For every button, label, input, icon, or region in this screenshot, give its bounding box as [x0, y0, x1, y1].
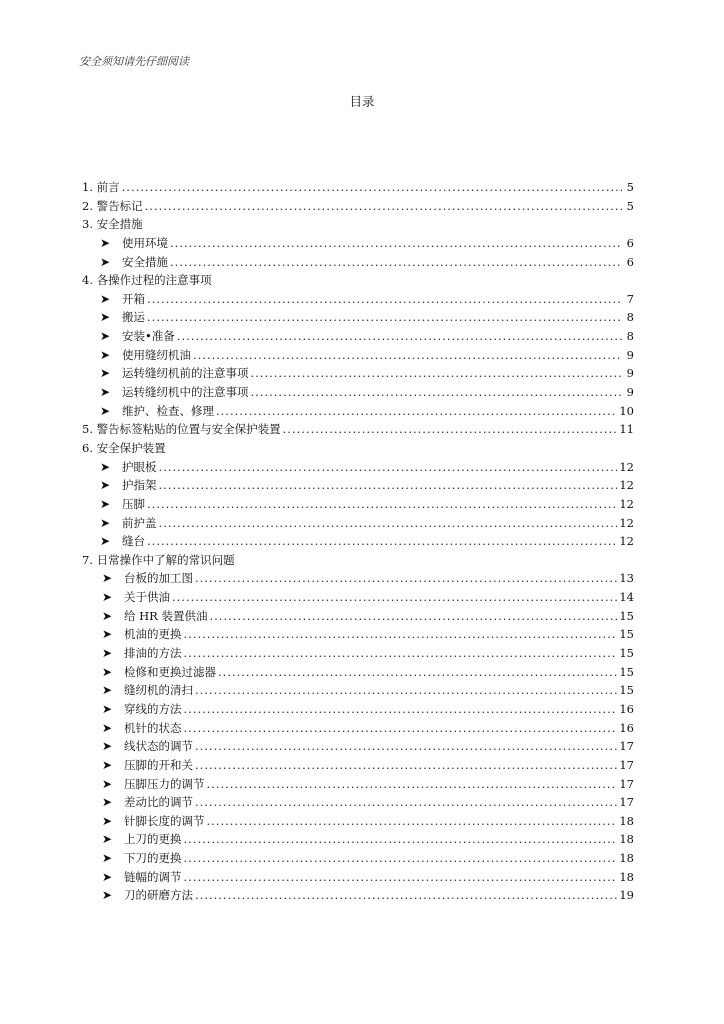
toc-entry[interactable]: [82, 532, 634, 551]
toc-page-number: 16: [619, 701, 634, 716]
toc-page-number: 12: [619, 478, 634, 493]
toc-entry[interactable]: [82, 644, 634, 663]
toc-page-number: 9: [626, 385, 634, 400]
toc-entry[interactable]: [82, 495, 634, 514]
toc-entry-label: 缝纫机的清扫: [124, 683, 193, 698]
arrowhead-bullet-icon: ➤: [100, 459, 111, 474]
toc-entry[interactable]: [82, 458, 634, 477]
dot-leader: [195, 737, 617, 756]
toc-entry-label: 针脚长度的调节: [124, 813, 205, 828]
toc-entry-label: 检修和更换过滤器: [124, 664, 216, 679]
toc-entry-label: 4. 各操作过程的注意事项: [82, 273, 212, 288]
toc-page-number: 12: [619, 496, 634, 511]
dot-leader: [145, 197, 622, 216]
arrowhead-bullet-icon: ➤: [100, 385, 111, 400]
toc-entry[interactable]: [82, 514, 634, 533]
toc-page-number: 18: [619, 869, 634, 884]
toc-page-number: 19: [619, 888, 634, 903]
toc-entry[interactable]: [82, 756, 634, 775]
arrowhead-bullet-icon: ➤: [102, 627, 113, 642]
toc-entry[interactable]: [82, 868, 634, 887]
toc-page-number: 17: [619, 776, 634, 791]
toc-entry-label: 刀的研磨方法: [124, 888, 193, 903]
dot-leader: [210, 607, 618, 626]
toc-entry[interactable]: [82, 569, 634, 588]
arrowhead-bullet-icon: ➤: [102, 795, 113, 810]
dot-leader: [184, 625, 618, 644]
dot-leader: [184, 700, 618, 719]
toc-entry[interactable]: [82, 663, 634, 682]
toc-entry[interactable]: [82, 439, 634, 458]
toc-entry-label: 运转缝纫机中的注意事项: [122, 385, 249, 400]
toc-page-number: 5: [626, 198, 634, 213]
toc-page-number: 18: [619, 832, 634, 847]
arrowhead-bullet-icon: ➤: [102, 851, 113, 866]
toc-entry-label: 搬运: [122, 310, 145, 325]
toc-page-number: 14: [619, 590, 634, 605]
toc-entry-label: 6. 安全保护装置: [82, 440, 166, 455]
arrowhead-bullet-icon: ➤: [100, 254, 111, 269]
arrowhead-bullet-icon: ➤: [102, 869, 113, 884]
toc-entry[interactable]: [82, 886, 634, 905]
dot-leader: [216, 402, 617, 421]
dot-leader: [184, 644, 618, 663]
toc-entry-label: 机油的更换: [124, 627, 182, 642]
arrowhead-bullet-icon: ➤: [102, 571, 113, 586]
toc-entry-label: 差动比的调节: [124, 795, 193, 810]
toc-page-number: 15: [619, 683, 634, 698]
toc-entry[interactable]: [82, 197, 634, 216]
toc-entry[interactable]: [82, 178, 634, 197]
arrowhead-bullet-icon: ➤: [102, 757, 113, 772]
toc-entry-label: 压脚的开和关: [124, 757, 193, 772]
toc-entry-label: 护指架: [122, 478, 157, 493]
toc-entry[interactable]: [82, 737, 634, 756]
arrowhead-bullet-icon: ➤: [100, 347, 111, 362]
toc-page-number: 6: [626, 254, 634, 269]
toc-entry-label: 穿线的方法: [124, 701, 182, 716]
toc-entry[interactable]: [82, 812, 634, 831]
table-of-contents: [82, 178, 634, 905]
toc-entry-label: 2. 警告标记: [82, 198, 143, 213]
dot-leader: [177, 327, 622, 346]
arrowhead-bullet-icon: ➤: [100, 478, 111, 493]
toc-entry-label: 使用缝纫机油: [122, 347, 191, 362]
dot-leader: [184, 830, 618, 849]
dot-leader: [283, 420, 618, 439]
toc-entry[interactable]: [82, 234, 634, 253]
toc-entry-label: 上刀的更换: [124, 832, 182, 847]
toc-entry-label: 线状态的调节: [124, 739, 193, 754]
toc-entry-label: 下刀的更换: [124, 851, 182, 866]
dot-leader: [193, 346, 622, 365]
toc-entry[interactable]: [82, 420, 634, 439]
dot-leader: [195, 569, 617, 588]
dot-leader: [195, 756, 617, 775]
toc-entry-label: 使用环境: [122, 235, 168, 250]
dot-leader: [122, 178, 622, 197]
toc-entry[interactable]: [82, 607, 634, 626]
toc-entry-label: 前护盖: [122, 515, 157, 530]
toc-entry-label: 排油的方法: [124, 646, 182, 661]
toc-entry[interactable]: [82, 775, 634, 794]
arrowhead-bullet-icon: ➤: [102, 683, 113, 698]
toc-page-number: 12: [619, 515, 634, 530]
toc-page-number: 18: [619, 851, 634, 866]
arrowhead-bullet-icon: ➤: [102, 813, 113, 828]
toc-entry[interactable]: [82, 346, 634, 365]
dot-leader: [170, 234, 622, 253]
toc-entry-label: 7. 日常操作中了解的常识问题: [82, 552, 235, 567]
toc-entry[interactable]: [82, 383, 634, 402]
toc-entry-label: 5. 警告标签粘贴的位置与安全保护装置: [82, 422, 281, 437]
arrowhead-bullet-icon: ➤: [102, 664, 113, 679]
dot-leader: [207, 775, 618, 794]
arrowhead-bullet-icon: ➤: [102, 590, 113, 605]
dot-leader: [195, 793, 617, 812]
toc-page-number: 17: [619, 757, 634, 772]
toc-page-number: 12: [619, 534, 634, 549]
arrowhead-bullet-icon: ➤: [102, 720, 113, 735]
arrowhead-bullet-icon: ➤: [100, 310, 111, 325]
dot-leader: [184, 868, 618, 887]
toc-entry[interactable]: [82, 290, 634, 309]
arrowhead-bullet-icon: ➤: [102, 776, 113, 791]
toc-page-number: 9: [626, 347, 634, 362]
dot-leader: [207, 812, 618, 831]
toc-page-number: 12: [619, 459, 634, 474]
arrowhead-bullet-icon: ➤: [100, 366, 111, 381]
toc-entry-label: 安全措施: [122, 254, 168, 269]
toc-page-number: 17: [619, 795, 634, 810]
toc-page-number: 15: [619, 646, 634, 661]
toc-page-number: 15: [619, 627, 634, 642]
toc-page-number: 9: [626, 366, 634, 381]
toc-entry[interactable]: [82, 476, 634, 495]
toc-entry[interactable]: [82, 588, 634, 607]
toc-page-number: 7: [626, 291, 634, 306]
dot-leader: [147, 290, 622, 309]
toc-entry[interactable]: [82, 253, 634, 272]
toc-entry[interactable]: [82, 364, 634, 383]
toc-entry-label: 台板的加工图: [124, 571, 193, 586]
toc-entry[interactable]: [82, 830, 634, 849]
toc-page-number: 16: [619, 720, 634, 735]
toc-entry-label: 运转缝纫机前的注意事项: [122, 366, 249, 381]
toc-entry-label: 机针的状态: [124, 720, 182, 735]
dot-leader: [184, 719, 618, 738]
arrowhead-bullet-icon: ➤: [100, 235, 111, 250]
dot-leader: [170, 253, 622, 272]
toc-entry[interactable]: [82, 327, 634, 346]
toc-entry-label: 3. 安全措施: [82, 217, 143, 232]
toc-entry[interactable]: [82, 681, 634, 700]
arrowhead-bullet-icon: ➤: [102, 739, 113, 754]
dot-leader: [251, 383, 623, 402]
toc-entry-label: 维护、检查、修理: [122, 403, 214, 418]
page-title: 目录: [349, 94, 375, 109]
toc-entry[interactable]: [82, 271, 634, 290]
toc-page-number: 18: [619, 813, 634, 828]
toc-entry-label: 压脚压力的调节: [124, 776, 205, 791]
dot-leader: [159, 458, 618, 477]
arrowhead-bullet-icon: ➤: [102, 608, 113, 623]
dot-leader: [218, 663, 617, 682]
dot-leader: [159, 476, 618, 495]
dot-leader: [159, 514, 618, 533]
arrowhead-bullet-icon: ➤: [100, 515, 111, 530]
toc-page-number: 5: [626, 180, 634, 194]
toc-page-number: 11: [619, 422, 634, 437]
dot-leader: [147, 532, 617, 551]
arrowhead-bullet-icon: ➤: [100, 534, 111, 549]
toc-entry-label: 链幅的调节: [124, 869, 182, 884]
toc-entry-label: 给 HR 装置供油: [124, 608, 208, 623]
toc-page-number: 10: [619, 403, 634, 418]
dot-leader: [147, 495, 617, 514]
toc-entry[interactable]: [82, 551, 634, 570]
toc-entry-label: 缝台: [122, 534, 145, 549]
toc-entry[interactable]: [82, 719, 634, 738]
arrowhead-bullet-icon: ➤: [102, 701, 113, 716]
toc-entry[interactable]: [82, 793, 634, 812]
toc-entry-label: 关于供油: [124, 590, 170, 605]
dot-leader: [172, 588, 617, 607]
toc-page-number: 8: [626, 310, 634, 325]
toc-entry[interactable]: [82, 700, 634, 719]
toc-entry[interactable]: [82, 402, 634, 421]
toc-page-number: 17: [619, 739, 634, 754]
arrowhead-bullet-icon: ➤: [100, 329, 111, 344]
toc-entry-label: 安装•准备: [122, 329, 175, 344]
toc-page-number: 15: [619, 664, 634, 679]
dot-leader: [195, 886, 617, 905]
header-note: 安全须知请先仔细阅读: [79, 55, 189, 68]
dot-leader: [184, 849, 618, 868]
arrowhead-bullet-icon: ➤: [102, 646, 113, 661]
toc-page-number: 8: [626, 329, 634, 344]
toc-entry-label: 1. 前言: [82, 180, 120, 194]
dot-leader: [147, 308, 622, 327]
toc-page-number: 15: [619, 608, 634, 623]
arrowhead-bullet-icon: ➤: [100, 403, 111, 418]
toc-page-number: 6: [626, 235, 634, 250]
toc-page-number: 13: [619, 571, 634, 586]
toc-entry[interactable]: [82, 625, 634, 644]
dot-leader: [195, 681, 617, 700]
toc-entry[interactable]: [82, 215, 634, 234]
arrowhead-bullet-icon: ➤: [100, 496, 111, 511]
toc-entry-label: 开箱: [122, 291, 145, 306]
arrowhead-bullet-icon: ➤: [102, 888, 113, 903]
dot-leader: [251, 364, 623, 383]
toc-entry-label: 压脚: [122, 496, 145, 511]
toc-entry[interactable]: [82, 849, 634, 868]
toc-entry[interactable]: [82, 308, 634, 327]
toc-entry-label: 护眼板: [122, 459, 157, 474]
arrowhead-bullet-icon: ➤: [102, 832, 113, 847]
arrowhead-bullet-icon: ➤: [100, 291, 111, 306]
